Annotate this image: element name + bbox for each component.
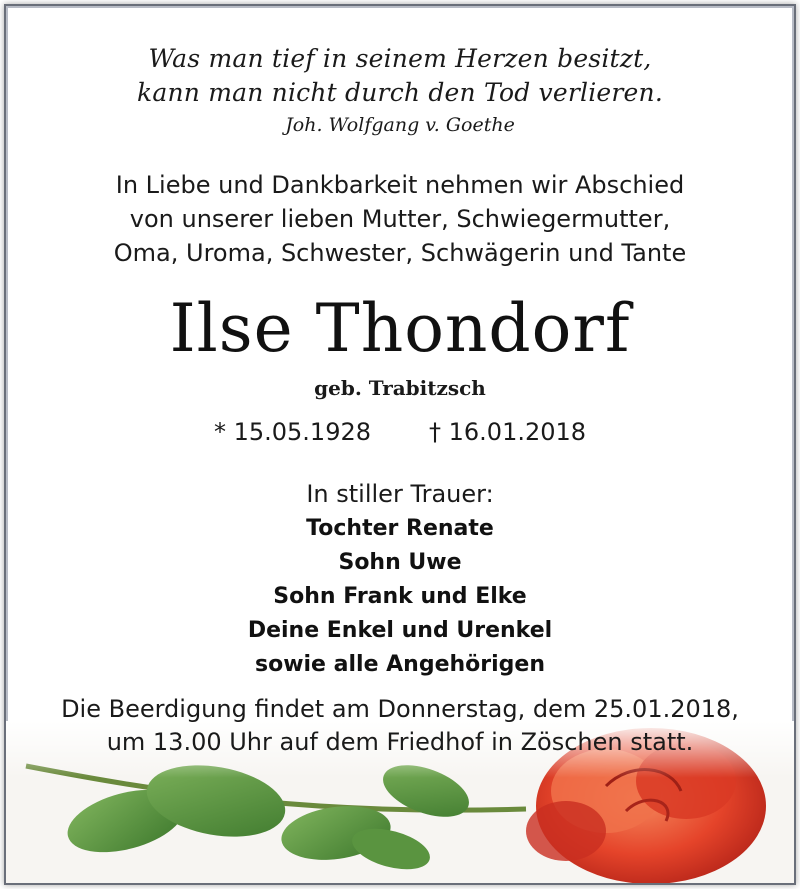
mourner-item: Tochter Renate <box>306 516 494 541</box>
birth-name: geb. Trabitzsch <box>314 376 486 400</box>
intro-line-3: Oma, Uroma, Schwester, Schwägerin und Tante <box>113 239 687 267</box>
funeral-info <box>6 693 794 759</box>
mourner-item: sowie alle Angehörigen <box>254 652 546 677</box>
mourner-item: Deine Enkel und Urenkel <box>247 618 553 643</box>
obituary-card <box>4 4 796 885</box>
funeral-line-1: Die Beerdigung findet am Donnerstag, dem 25.01.2018, <box>61 695 739 723</box>
quote-author: Joh. Wolfgang v. Goethe <box>285 114 515 136</box>
mourning-heading: In stiller Trauer: <box>306 480 494 508</box>
funeral-line-2: um 13.00 Uhr auf dem Friedhof in Zöschen statt. <box>106 728 694 756</box>
quote-block <box>6 42 794 110</box>
mourners-list <box>6 512 794 682</box>
life-dates <box>6 418 794 446</box>
mourner-item: Sohn Uwe <box>338 550 462 575</box>
mourner-item: Sohn Frank und Elke <box>273 584 527 609</box>
birth-date: * 15.05.1928 <box>213 418 371 446</box>
quote-line-2: kann man nicht durch den Tod verlieren. <box>137 78 663 107</box>
intro-line-2: von unserer lieben Mutter, Schwiegermutter, <box>129 205 671 233</box>
intro-line-1: In Liebe und Dankbarkeit nehmen wir Abschied <box>115 171 685 199</box>
intro-text <box>6 168 794 270</box>
quote-line-1: Was man tief in seinem Herzen besitzt, <box>148 44 652 73</box>
deceased-name: Ilse Thondorf <box>169 290 631 367</box>
death-date: † 16.01.2018 <box>429 418 587 446</box>
